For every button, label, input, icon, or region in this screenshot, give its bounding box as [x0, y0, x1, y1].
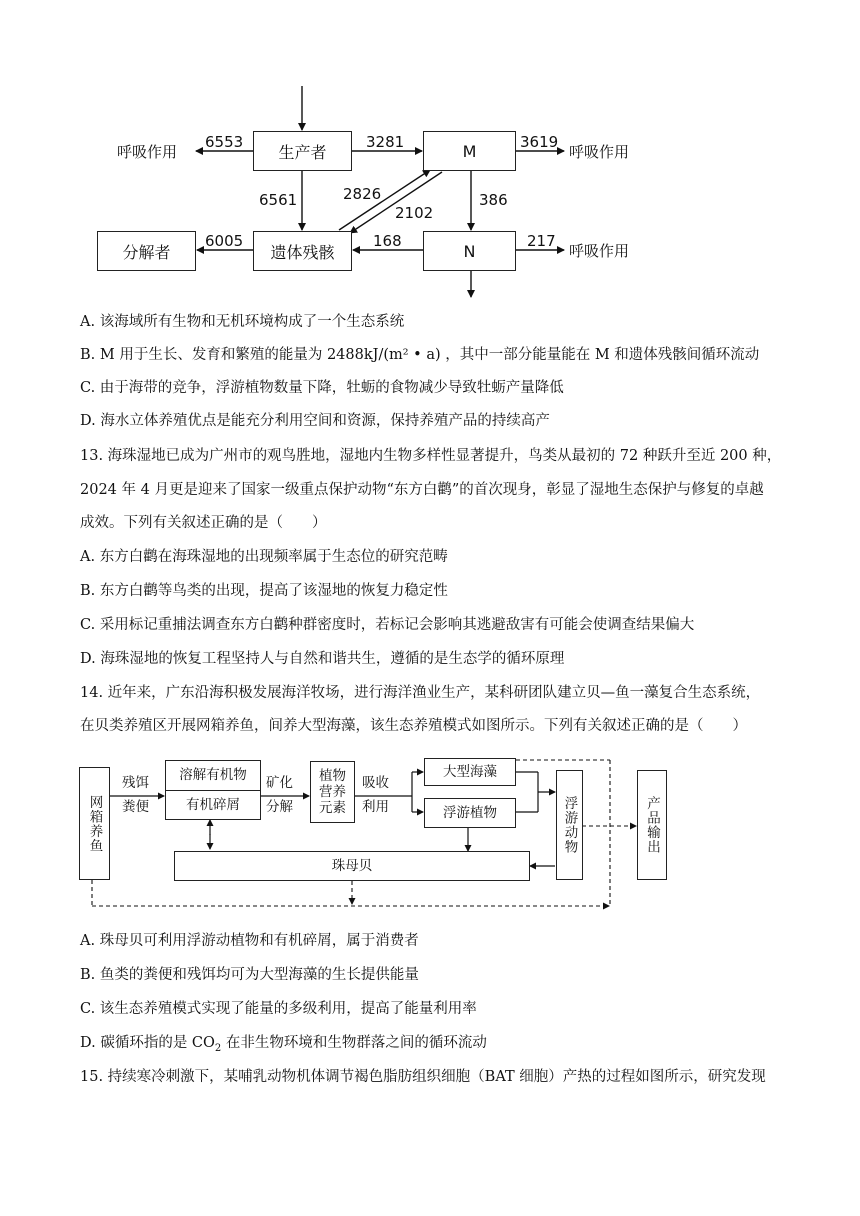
remains-box: 遗体残骸: [253, 231, 352, 271]
value-2102: 2102: [395, 204, 434, 222]
value-168: 168: [373, 232, 402, 250]
value-3281: 3281: [366, 133, 405, 151]
q12-option-c: C. 由于海带的竞争，浮游植物数量下降，牡蛎的食物减少导致牡蛎产量降低: [80, 380, 564, 396]
q13-option-a: A. 东方白鹳在海珠湿地的出现频率属于生态位的研究范畴: [80, 549, 448, 565]
q12-option-b: B. M 用于生长、发育和繁殖的能量为 2488kJ/(m² • a) ，其中一部分能量能在 M 和遗体残骸间循环流动: [80, 347, 760, 363]
value-217: 217: [527, 232, 556, 250]
cage-fish-box: 网箱养鱼: [79, 767, 110, 880]
feces-label: 粪便: [122, 799, 149, 815]
organic-group-box: [165, 760, 261, 820]
q14-option-c: C. 该生态养殖模式实现了能量的多级利用，提高了能量利用率: [80, 1001, 477, 1017]
value-386: 386: [479, 191, 508, 209]
q13-option-b: B. 东方白鹳等鸟类的出现，提高了该湿地的恢复力稳定性: [80, 583, 448, 599]
nutrients-box: 植物营养元素: [310, 761, 355, 823]
producer-box: 生产者: [253, 131, 352, 171]
q14-stem-line2: 在贝类养殖区开展网箱养鱼，间养大型海藻，该生态养殖模式如图所示。下列有关叙述正确的是（ ）: [80, 718, 747, 734]
q12-option-d: D. 海水立体养殖优点是能充分利用空间和资源，保持养殖产品的持续高产: [80, 413, 550, 429]
value-3619: 3619: [520, 133, 559, 151]
q14-option-b: B. 鱼类的粪便和残饵均可为大型海藻的生长提供能量: [80, 967, 419, 983]
resp-n-label: 呼吸作用: [569, 242, 630, 260]
m-box: M: [423, 131, 516, 171]
zooplankton-box: 浮游动物: [556, 770, 583, 880]
resp-m-label: 呼吸作用: [569, 143, 630, 161]
q14-stem-line1: 14. 近年来，广东沿海积极发展海洋牧场，进行海洋渔业生产，某科研团队建立贝—鱼一藻复合生态系统，: [80, 685, 761, 701]
decomposer-box: 分解者: [97, 231, 196, 271]
q13-option-d: D. 海珠湿地的恢复工程坚持人与自然和谐共生，遵循的是生态学的循环原理: [80, 651, 565, 667]
dissolved-organic-label: 溶解有机物: [166, 761, 260, 791]
value-6553: 6553: [205, 133, 244, 151]
product-output-box: 产品输出: [637, 770, 667, 880]
q12-option-a: A. 该海域所有生物和无机环境构成了一个生态系统: [80, 314, 405, 330]
use-label: 利用: [362, 799, 389, 815]
organic-debris-label: 有机碎屑: [186, 796, 240, 813]
q13-stem-line3: 成效。下列有关叙述正确的是（ ）: [80, 515, 327, 531]
value-2826: 2826: [343, 185, 382, 203]
decompose-label: 分解: [266, 799, 293, 815]
q13-option-c: C. 采用标记重捕法调查东方白鹳种群密度时，若标记会影响其逃避敌害有可能会使调查结果偏大: [80, 617, 695, 633]
q14-option-d-pre: D. 碳循环指的是 CO: [80, 1035, 215, 1051]
value-6561: 6561: [259, 191, 298, 209]
phytoplankton-box: 浮游植物: [424, 798, 516, 828]
n-box: N: [423, 231, 516, 271]
q13-stem-line2: 2024 年 4 月更是迎来了国家一级重点保护动物“东方白鹳”的首次现身，彰显了湿地生态保护与修复的卓越: [80, 482, 764, 498]
q14-option-d-post: 在非生物环境和生物群落之间的循环流动: [221, 1035, 487, 1051]
pearl-oyster-box: 珠母贝: [174, 851, 530, 881]
co2-subscript: 2: [214, 1042, 222, 1054]
q15-stem-line1: 15. 持续寒冷刺激下，某哺乳动物机体调节褐色脂肪组织细胞（BAT 细胞）产热的过程如图所示，研究发现: [80, 1069, 766, 1085]
residue-label: 残饵: [122, 775, 149, 791]
q14-option-a: A. 珠母贝可利用浮游动植物和有机碎屑，属于消费者: [80, 933, 419, 949]
absorb-label: 吸收: [362, 775, 389, 791]
big-algae-box: 大型海藻: [424, 758, 516, 786]
resp-left-label: 呼吸作用: [117, 143, 178, 161]
mineral-label: 矿化: [266, 775, 293, 791]
value-6005: 6005: [205, 232, 244, 250]
q14-option-d: [80, 1033, 487, 1059]
q13-stem-line1: 13. 海珠湿地已成为广州市的观鸟胜地，湿地内生物多样性显著提升，鸟类从最初的 72 种跃升至近 200 种，: [80, 448, 782, 464]
